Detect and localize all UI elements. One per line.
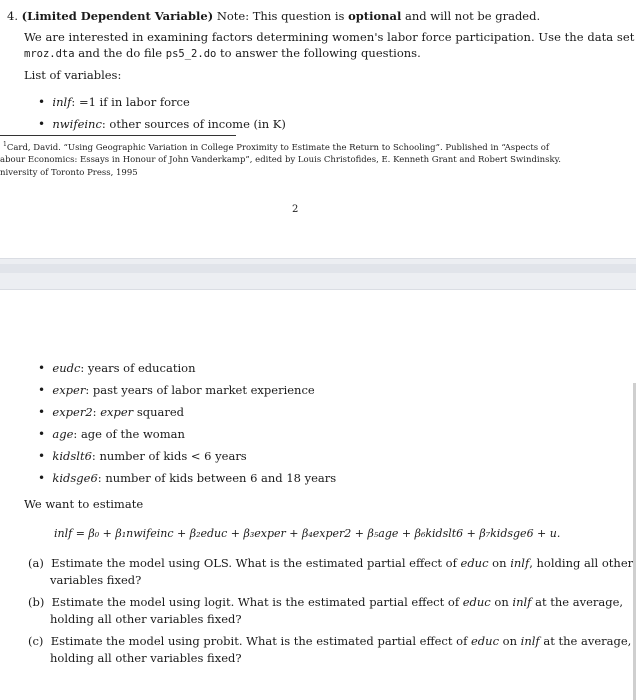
page-number: 2 — [292, 204, 299, 215]
variable-desc: : number of kids < 6 years — [91, 449, 247, 463]
variable-desc: : — [92, 405, 101, 419]
part-a-line-2: variables fixed? — [50, 573, 142, 587]
note-tail: and will not be graded. — [404, 9, 541, 23]
bullet: • — [38, 117, 46, 131]
part-label: (a) — [28, 556, 44, 570]
question-number: 4. — [7, 9, 18, 23]
variable-desc: : past years of labor market experience — [85, 383, 315, 397]
part-c-line-2: holding all other variables fixed? — [50, 651, 242, 665]
dataset-filename: mroz.dta — [24, 48, 75, 60]
page-separator-shade — [0, 264, 636, 273]
footnote-rule — [0, 135, 236, 136]
variable-name: eudc — [52, 361, 81, 375]
variable-item — [38, 383, 315, 397]
variable-item — [38, 361, 196, 375]
part-a-line-1: (a) Estimate the model using OLS. What is the estimated partial effect of educ on inlf, holding all other — [28, 556, 634, 570]
part-label: (c) — [28, 634, 44, 648]
part-b-line-2: holding all other variables fixed? — [50, 612, 242, 626]
variable-item — [38, 405, 184, 419]
part-c-line-1: (c) Estimate the model using probit. What is the estimated partial effect of educ on inlf at the average, — [28, 634, 632, 648]
bullet: • — [38, 405, 46, 419]
variable-item — [38, 95, 190, 109]
footnote-line-2: abour Economics: Essays in Honour of John Vanderkamp”, edited by Louis Christofides, E. Kenneth Grant and Robert Swindinsky. — [0, 155, 561, 165]
variable-desc: : age of the woman — [73, 427, 185, 441]
page-separator — [0, 258, 636, 290]
note-label: Note: This question is — [216, 9, 345, 23]
variable-name: kidslt6 — [52, 449, 92, 463]
list-heading: List of variables: — [24, 68, 122, 82]
variable-name: nwifeinc — [52, 117, 102, 131]
bullet: • — [38, 361, 46, 375]
intro-line-1: We are interested in examining factors determining women's labor force participation. Use the data set — [24, 30, 635, 44]
variable-desc: : number of kids between 6 and 18 years — [97, 471, 337, 485]
intro-mid: and the do file — [78, 46, 163, 60]
bullet: • — [38, 449, 46, 463]
part-b-line-1: (b) Estimate the model using logit. What is the estimated partial effect of educ on inlf at the average, — [28, 595, 624, 609]
variable-desc: : years of education — [80, 361, 196, 375]
intro-line-2 — [24, 46, 421, 60]
question-title: (Limited Dependent Variable) — [21, 9, 214, 23]
intro-tail: to answer the following questions. — [220, 46, 421, 60]
bullet: • — [38, 471, 46, 485]
variable-name: exper — [52, 383, 86, 397]
variable-name: exper2 — [52, 405, 93, 419]
variable-name: kidsge6 — [52, 471, 98, 485]
variable-desc: : =1 if in labor force — [71, 95, 190, 109]
variable-desc-italic: exper — [100, 405, 134, 419]
footnote-mark: 1 — [3, 141, 7, 148]
footnote-line-3: niversity of Toronto Press, 1995 — [0, 168, 138, 178]
variable-item — [38, 449, 247, 463]
bullet: • — [38, 383, 46, 397]
variable-desc-tail: squared — [133, 405, 185, 419]
footnote-line-1: $^1$Card, David. “Using Geographic Variation in College Proximity to Estimate the Return to Schooling”. Published in “Aspects of — [3, 141, 550, 153]
part-label: (b) — [28, 595, 45, 609]
do-filename: ps5_2.do — [165, 48, 217, 60]
variable-name: inlf — [52, 95, 72, 109]
variable-desc: : other sources of income (in K) — [101, 117, 286, 131]
estimate-intro: We want to estimate — [24, 497, 144, 511]
note-emphasis: optional — [348, 9, 402, 23]
model-equation: inlf = β₀ + β₁nwifeinc + β₂educ + β₃exper + β₄exper2 + β₅age + β₆kidslt6 + β₇kidsge6 + u. — [54, 527, 561, 540]
bullet: • — [38, 95, 46, 109]
bullet: • — [38, 427, 46, 441]
variable-item — [38, 427, 185, 441]
variable-item — [38, 471, 336, 485]
variable-name: age — [52, 427, 74, 441]
variable-item — [38, 117, 286, 131]
question-heading — [7, 9, 540, 23]
